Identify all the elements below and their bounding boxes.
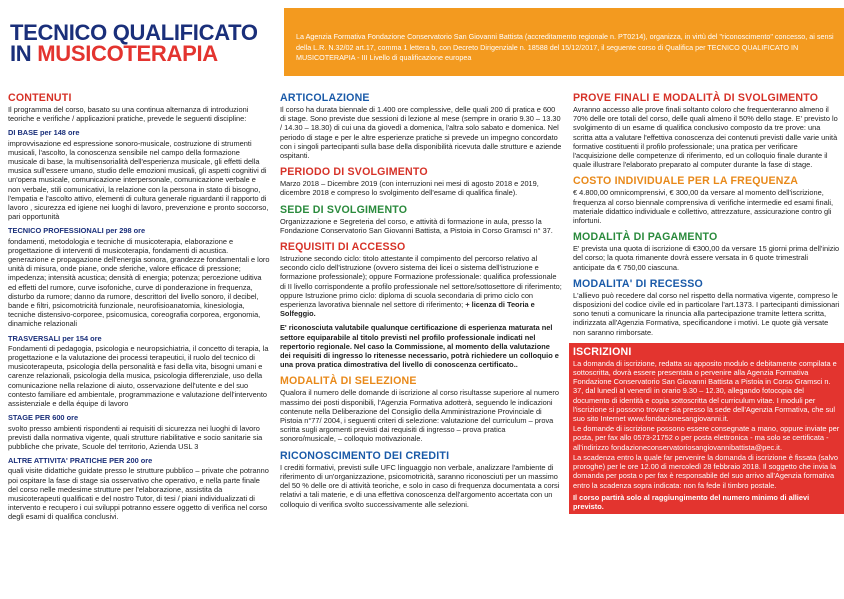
title-line-2-prefix: IN: [10, 41, 38, 66]
section-heading-costo: COSTO INDIVIDUALE PER LA FREQUENZA: [573, 175, 799, 188]
section-heading-requisiti: REQUISITI DI ACCESSO: [280, 241, 406, 254]
title-line-2-highlight: MUSICOTERAPIA: [37, 41, 218, 66]
iscrizioni-note: Il corso partirà solo al raggiungimento del numero minimo di allievi previsto.: [573, 492, 810, 511]
subheading-stage: STAGE PER 600 ore: [8, 413, 79, 423]
iscrizioni-text-3: La scadenza entro la quale far pervenire la domanda di iscrizione è fissata (salvo proroghe) per le ore 12.00 di mercoledì 28 febbraio 2018. Il soggetto che invia la domanda per posta o per fax è responsabile del suo arrivo all'Agenzia formativa entro la scadenza sopra indicata: non fa fede il timbro postale.: [573, 452, 838, 490]
other-activities-text: quali visite didattiche guidate presso le strutture pubblico – private che potranno poi ospitare la fase di stage sia osservativo che operativo, e nella parte finale del corso nelle medesime strutture per l'elaborazione, assistita da musicoterapeuti qualificati e del nostro Tutor, di tesi / piani individualizzati di intervento e recupero i cui sviluppi potranno essere oggetto di verifica nel corso degli esami di qualifica conclusivi.: [8, 466, 269, 522]
contents-intro: Il programma del corso, basato su una continua alternanza di introduzioni teoriche e verifiche / applicazioni pratiche, prevede le seguenti discipline:: [8, 105, 249, 124]
section-heading-crediti: RICONOSCIMENTO DEI CREDITI: [280, 449, 450, 462]
subheading-base: DI BASE per 148 ore: [8, 128, 80, 138]
section-heading-pagamento: MODALITÀ DI PAGAMENTO: [573, 231, 718, 244]
requisiti-body: Istruzione secondo ciclo: titolo attestante il compimento del percorso relativo al secondo ciclo dell'istruzione (ovvero sistema dei licei o sistema dell'istruzione e formazione professionale); oppure Formazione professionale: qualifica professionale di II livello corrispondente a profilo professionale nel settore/sottosettore di riferimento; oppure Istruzione primo ciclo: diploma di scuola secondaria di primo ciclo con esperienza lavorativa biennale nel settore di riferimento;: [280, 254, 562, 310]
section-heading-contenuti: CONTENUTI: [8, 92, 72, 104]
articolazione-text: Il corso ha durata biennale di 1.400 ore complessive, delle quali 200 di pratica e 600 di stage. Sono previste due sessioni di lezione al mese (sempre in orario 9.30 – 13.30 / 14.30 – 18.30) di cui una da giovedì a domenica, l'altra solo sabato e domenica. Nel periodo di stage e per le altre esperienze pratiche si prevede un impegno concordato con i singoli partecipanti sulla base della disponibilità ricevuta dalle strutture e aziende ospitanti.: [280, 105, 562, 161]
sede-text: Organizzazione e Segreteria del corso, e attività di formazione in aula, presso la Fondazione Conservatorio San Giovanni Battista, a Pistoia in Corso Gramsci n° 37.: [280, 216, 553, 235]
column-organization: [280, 92, 562, 515]
iscrizioni-box: [569, 343, 844, 514]
iscrizioni-text-1: La domanda di iscrizione, redatta su apposito modulo e debitamente compilata e sottoscritta, dovrà essere presentata o pervenire alla Agenzia Formativa Fondazione Conservatorio San Giovanni Battista a Pistoia in Corso Gramsci n. 37, dal lunedì al venerdì in orario 9.30 – 12.30, allegando fotocopia del documento di identità e copia sottoscritta del curriculum vitae. I moduli per l'iscrizione si possono trovare sia presso la sede dell'Agenzia Formativa, che sul suo sito Internet www.fondazionesangiovanni.it.: [573, 358, 837, 424]
page-header: [0, 0, 844, 82]
subheading-trasversali: TRASVERSALI per 154 ore: [8, 333, 102, 343]
requisiti-bold: + licenza di Teoria e Solfeggio.: [280, 300, 535, 319]
requisiti-text: [280, 254, 562, 318]
recesso-text: L'allievo può recedere dal corso nel rispetto della normativa vigente, compreso le disposizioni del codice civile ed in particolare l'art.1373. I partecipanti dimissionari sono tenuti a comunicare la rinuncia alla partecipazione tramite lettera scritta, indirizzata all'Agenzia Formativa, specificandone i motivi. Le quote già versate non saranno rimborsate.: [573, 290, 840, 337]
periodo-text: Marzo 2018 – Dicembre 2019 (con interruzioni nei mesi di agosto 2018 e 2019, dicembre 2018 e compreso lo svolgimento dell'esame di qualifica finale).: [280, 179, 539, 198]
subheading-tecnico-professionali: TECNICO PROFESSIONALI per 298 ore: [8, 226, 146, 236]
subheading-altre-attivita: ALTRE ATTIVITA' PRATICHE PER 200 ore: [8, 456, 153, 466]
iscrizioni-text-2: Le domande di iscrizione possono essere consegnate a mano, oppure inviate per posta, per fax allo 0573-21752 o per posta elettronica - ma solo se certificata - all'indirizzo fondazioneconservatoriosangiovannibattista@pec.it.: [573, 424, 840, 452]
costo-text: € 4.800,00 omnicomprensivi, € 300,00 da versare al momento dell'iscrizione, frequenza al corso biennale comprensiva di verifiche intermedie ed esami finali, materiale didattico individuale e collettivo, attrezzature, assicurazione contro gli infortuni.: [573, 188, 834, 226]
title-line-1: TECNICO QUALIFICATO: [10, 20, 258, 45]
section-heading-articolazione: ARTICOLAZIONE: [280, 92, 370, 104]
header-intro-text: La Agenzia Formativa Fondazione Conservatorio San Giovanni Battista (accreditamento regionale n. PT0214), organizza, in virtù del "riconoscimento" concesso, ai sensi della L.R. N.32/02 art.17, comma 1 lettera b, con Decreto Dirigenziale n. 18588 del 15/12/2017, il seguente corso di Qualifica per TECNICO QUALIFICATO IN MUSICOTERAPIA - III Livello di qualificazione europea: [296, 32, 834, 63]
prove-finali-text: Avranno accesso alle prove finali soltanto coloro che frequenteranno almeno il 70% delle ore totali del corso, delle quali almeno il 50% dello stage. E' previsto lo svolgimento di un esame di qualifica conclusivo composto da tre prove: una scritta atta a valutare l'effettiva conoscenza dei contenuti previsti dalle varie unità formative costituenti il profilo professionale; una pratica per verificare l'acquisizione delle competenze di riferimento, ed un colloquio finale durante il quale illustrare l'elaborato preparato al computer durante la fase di stage.: [573, 105, 838, 170]
column-contents: [8, 92, 270, 522]
requisiti-note: E' riconosciuta valutabile qualunque certificazione di esperienza maturata nel settore equiparabile al titolo previsti nel profilo professionale indicati nel repertorio regionale. Nel caso la Commissione, al momento della valutazione dei requisiti di ingresso lo ritenesse necessario, potrà richiedere un colloquio e una prova pratica dimostrativa del livello di conoscenza certificato..: [280, 323, 559, 370]
professional-text: fondamenti, metodologia e tecniche di musicoterapia, elaborazione e progettazione di interventi di musicoterapia, fondamenti di acustica. generazione e propagazione dell'energia sonora, grandezze fondamentali e loro unità di misura, onde piane, onde sferiche, valore efficace di pressione; impedenza; intensità acustica; densità di energia; potenza; percezione uditiva ed effetti del rumore, curve isofoniche, curve di ponderazione in frequenza, disturbo da rumore; danno da rumore, descrittori del livello sonoro, il decibel, bande e filtri, psicomotricità funzionale, neurofisioanatomia, kinesiologia, tecniche distensivo-corporee, psicomusica, coreografia corporea, ergonomia, dinamiche relazionali: [8, 236, 270, 329]
section-heading-recesso: MODALITA' DI RECESSO: [573, 277, 703, 290]
section-heading-sede: SEDE DI SVOLGIMENTO: [280, 203, 408, 216]
stage-text: svolto presso ambienti rispondenti ai requisiti di sicurezza nei luoghi di lavoro previsti dalla normativa vigente, quali strutture riabilitative e socio sanitarie sia pubbliche che private, Scuole del territorio, Azienda USL 3: [8, 423, 263, 451]
section-heading-prove-finali: PROVE FINALI E MODALITÀ DI SVOLGIMENTO: [573, 92, 819, 104]
section-heading-periodo: PERIODO DI SVOLGIMENTO: [280, 166, 428, 179]
crediti-text: I crediti formativi, previsti sulle UFC linguaggio non verbale, analizzare l'ambiente di riferimento di un'organizzazione, psicomotricità, saranno riconosciuti per un massimo del 50 % delle ore di attività teoriche, e solo in caso di frequenza documentata a corsi relativi a tali materie, e di una effettiva conoscenza dell'argomento accertata con un colloquio di verifica svolto successivamente alle selezioni.: [280, 462, 560, 509]
section-heading-selezione: MODALITÀ DI SELEZIONE: [280, 375, 417, 388]
base-text: improvvisazione ed espressione sonoro-musicale, costruzione di strumenti musicali, l'ascolto, la conoscenza sensibile nel campo della formazione musicale di base, la multisensorialità dell'esperienza musicale, gli effetti della musica sull'essere umano, studio delle emozioni musicali, gli aspetti cognitivi di un'opera musicale, comunicazione interpersonale, comunicazione verbale e non verbale, stili comunicativi, la relazione con la persona in stato di bisogno, l'empatia e l'ascolto attivo, elementi di cultura generale riguardanti il rapporto di lavoro , sicurezza ed igiene nei luoghi di lavoro, prevenzione e pronto soccorso, pari opportunità: [8, 138, 269, 222]
column-details: [573, 92, 841, 514]
transversal-text: Fondamenti di pedagogia, psicologia e neuropsichiatria, il concetto di terapia, la progettazione e la valutazione dei processi terapeutici, il ruolo del tecnico di musicoterapeuta, psicologia della personalità e fasi della vita, bisogni umani e carenze relazionali, psicologia della musica, psicologia differenziale, uso della comunicazione nella relazione di aiuto, osservazione dell'utente e del suo contesto familiare ed ambientale, programmazione e valutazione dell'intervento assistenziale e della équipe di lavoro: [8, 343, 269, 409]
pagamento-text: E' prevista una quota di iscrizione di €300,00 da versare 15 giorni prima dell'inizio del corso; la quota rimanente dovrà essere versata in 6 quote trimestrali anticipate da € 750,00 ciascuna.: [573, 244, 840, 272]
selezione-text: Qualora il numero delle domande di iscrizione al corso risultasse superiore al numero massimo dei posti disponibili, l'Agenzia Formativa adotterà, seguendo le indicazioni contenute nella Deliberazione del Consiglio della Amministrazione Provinciale di Pistoia n°77/ 2004, i seguenti criteri di selezione: valutazione del curriculum – prova scritta sugli argomenti previsti dai requisiti di ingresso – prova pratica sonoro/musicale, – colloquio motivazionale.: [280, 388, 559, 444]
page-title: [10, 22, 258, 64]
section-heading-iscrizioni: ISCRIZIONI: [573, 345, 632, 358]
